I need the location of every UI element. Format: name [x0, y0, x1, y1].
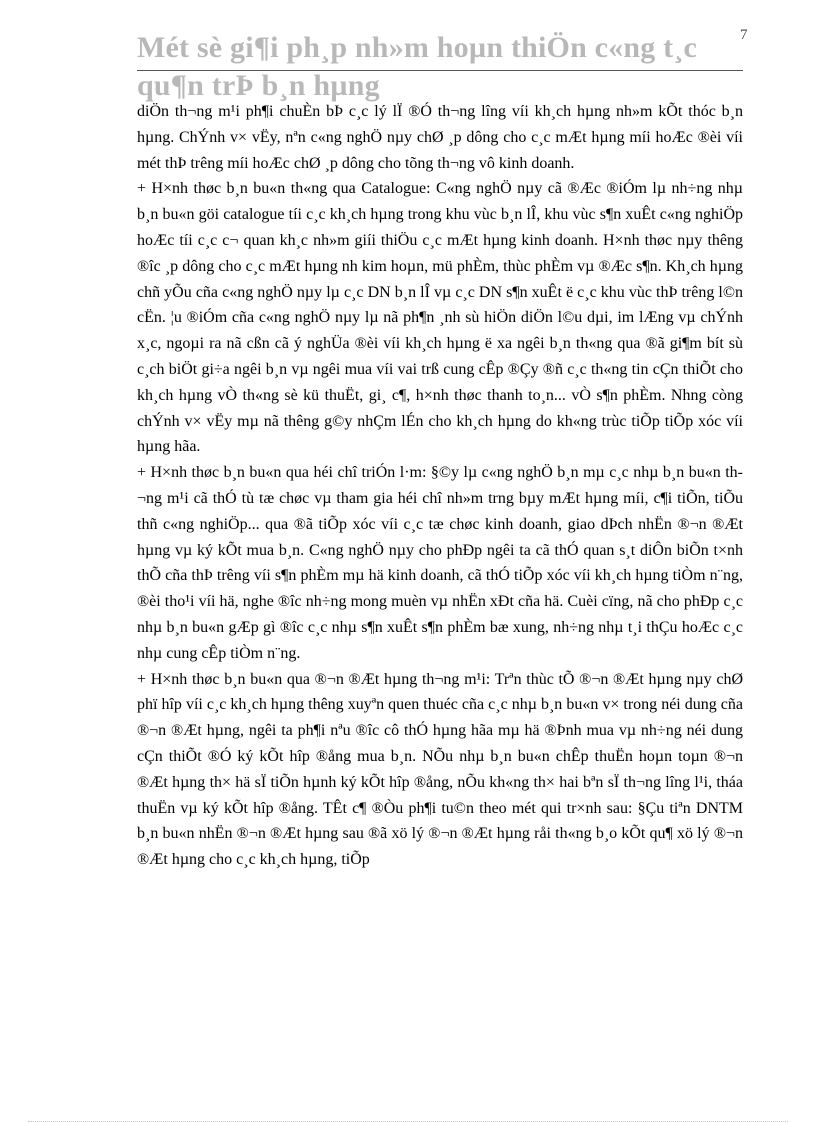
paragraph-4: + H×nh thøc b¸n bu«n qua ®¬n ®Æt hµng th¬ng m¹i: Trªn thùc tÕ ®¬n ®Æt hµng nµy chØ phï hîp víi c¸c kh¸ch hµng thêng xuyªn quen thuéc cña c¸c nhµ b¸n bu«n v× trong néi dung cña ®¬n ®Æt hµng, ngêi ta ph¶i nªu ®îc cô thÓ hµng hãa mµ hä ®Þnh mua vµ nh÷ng néi dung cÇn thiÕt ®Ó ký kÕt hîp ®ång mua b¸n. NÕu nhµ b¸n bu«n chÊp thuËn hoµn toµn ®¬n ®Æt hµng th× hä sÏ tiÕn hµnh ký kÕt hîp ®ång, nÕu kh«ng th× hai bªn sÏ th¬ng lîng l¹i, tháa thuËn vµ ký kÕt hîp ®ång. TÊt c¶ ®Òu ph¶i tu©n theo mét qui tr×nh sau: §Çu tiªn DNTM b¸n bu«n nhËn ®¬n ®Æt hµng sau ®ã xö lý ®¬n ®Æt hµng råi th«ng b¸o kÕt qu¶ xö lý ®¬n ®Æt hµng cho c¸c kh¸ch hµng, tiÕp — [137, 670, 743, 869]
paragraph-3: + H×nh thøc b¸n bu«n qua héi chî triÓn l·m: §©y lµ c«ng nghÖ b¸n mµ c¸c nhµ b¸n bu«n th¬ng m¹i cã thÓ tù tæ chøc vµ tham gia héi chî nh»m trng bµy mÆt hµng míi, c¶i tiÕn, tiÕu thñ c«ng nghiÖp... qua ®ã tiÕp xóc víi c¸c tæ chøc kinh doanh, giao dÞch nhËn ®¬n ®Æt hµng vµ ký kÕt mua b¸n. C«ng nghÖ nµy cho phÐp ngêi ta cã thÓ quan s¸t diÔn biÕn t×nh thÕ cña thÞ trêng víi s¶n phÈm mµ hä kinh doanh, cã thÓ tiÕp xóc víi kh¸ch hµng tiÒm n¨ng, ®èi tho¹i víi hä, nghe ®îc nh÷ng mong muèn vµ nhËn xÐt cña hä. Cuèi cïng, nã cho phÐp c¸c nhµ b¸n bu«n gÆp gì ®îc c¸c nhµ s¶n xuÊt s¶n phÈm bæ xung, nh÷ng nhµ t¸i thÇu hoÆc c¸c nhµ cung cÊp tiÒm n¨ng. — [137, 464, 743, 662]
page-number: 7 — [740, 27, 748, 43]
page-bottom-divider — [28, 1121, 788, 1122]
document-body — [137, 99, 743, 873]
paragraph-2: + H×nh thøc b¸n bu«n th«ng qua Catalogue: C«ng nghÖ nµy cã ®Æc ®iÓm lµ nh÷ng nhµ b¸n bu«n göi catalogue tíi c¸c kh¸ch hµng trong khu vùc b¸n lÎ, khu vùc s¶n xuÊt c«ng nghiÖp hoÆc tíi c¸c c¬ quan kh¸c nh»m giíi thiÖu c¸c mÆt hµng kinh doanh. H×nh thøc nµy thêng ®îc ¸p dông cho c¸c mÆt hµng nh kim hoµn, mü phÈm, thùc phÈm vµ ®Æc s¶n. Kh¸ch hµng chñ yÕu cña c«ng nghÖ nµy lµ c¸c DN b¸n lÎ vµ c¸c DN s¶n xuÊt ë c¸c khu vùc thÞ trêng l©n cËn. ¦u ®iÓm cña c«ng nghÖ nµy lµ nã ph¶n ¸nh sù hiÖn diÖn l©u dµi, im lÆng vµ chÝnh x¸c, ngoµi ra nã cßn cã ý nghÜa ®èi víi kh¸ch hµng ë xa ngêi b¸n th«ng qua ®ã gi¶m bít sù c¸ch biÖt gi÷a ngêi b¸n vµ ngêi mua víi vai trß cung cÊp ®Çy ®ñ c¸c th«ng tin cÇn thiÕt cho kh¸ch hµng vÒ th«ng sè kü thuËt, gi¸ c¶, h×nh thøc thanh to¸n... vÒ s¶n phÈm. Nhng còng chÝnh v× vËy mµ nã thêng g©y nhÇm lÉn cho kh¸ch hµng do kh«ng trùc tiÕp tiÕp xóc víi hµng hãa. — [137, 180, 743, 456]
header-divider — [137, 70, 743, 71]
page-header-title: Mét sè gi¶i ph¸p nh»m hoµn thiÖn c«ng t¸c qu¶n trÞ b¸n hµng — [137, 31, 698, 102]
paragraph-1: diÖn th¬ng m¹i ph¶i chuÈn bÞ c¸c lý lÏ ®Ó th¬ng lîng víi kh¸ch hµng nh»m kÕt thóc b¸n hµng. ChÝnh v× vËy, nªn c«ng nghÖ nµy chØ ¸p dông cho c¸c mÆt hµng míi hoÆc ®èi víi mét thÞ trêng míi hoÆc chØ ¸p dông cho tõng th¬ng vô kinh doanh. — [137, 103, 743, 172]
